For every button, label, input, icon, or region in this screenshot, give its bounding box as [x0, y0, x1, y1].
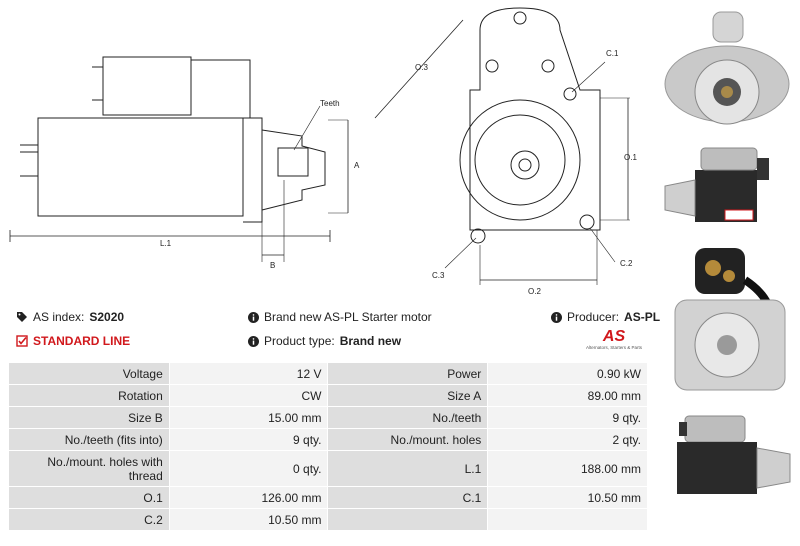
specs-table: [8, 362, 648, 531]
spec-value: 10.50 mm: [169, 509, 328, 531]
producer-label: Producer:: [567, 310, 620, 324]
product-photo-top: [655, 402, 800, 502]
front-view-drawing: [375, 8, 630, 285]
table-row: [9, 385, 648, 407]
as-pl-logo: [586, 329, 642, 351]
product-photo-side: [655, 140, 800, 232]
info-icon: [248, 336, 259, 347]
spec-value: 2 qty.: [488, 429, 648, 451]
brand-new-note: [248, 310, 432, 324]
product-type-value: Brand new: [339, 334, 402, 348]
spec-value: CW: [169, 385, 328, 407]
as-index: [16, 310, 124, 324]
table-row: [9, 407, 648, 429]
standard-line-label: STANDARD LINE: [33, 334, 131, 348]
teeth-label: Teeth: [320, 99, 340, 108]
table-row: [9, 487, 648, 509]
spec-label: No./mount. holes with thread: [9, 451, 170, 487]
dim-c2-label: C.2: [620, 259, 633, 268]
product-photo-front: [655, 4, 800, 132]
dim-c1-label: C.1: [606, 49, 619, 58]
spec-label: No./teeth (fits into): [9, 429, 170, 451]
technical-drawing: [0, 0, 650, 300]
info-icon: [248, 312, 259, 323]
producer-value: AS-PL: [624, 310, 661, 324]
spec-value: 9 qty.: [169, 429, 328, 451]
spec-value: 0 qty.: [169, 451, 328, 487]
product-type: [248, 334, 401, 348]
product-info: [0, 305, 661, 355]
as-index-label: AS index:: [33, 310, 85, 324]
spec-value: 126.00 mm: [169, 487, 328, 509]
spec-value: [488, 509, 648, 531]
product-photo-rear: [655, 240, 800, 400]
dim-l1-label: L.1: [160, 239, 172, 248]
product-photos: [655, 0, 800, 546]
table-row: [9, 509, 648, 531]
spec-label: Size A: [328, 385, 488, 407]
dim-o3-label: O.3: [415, 63, 428, 72]
dim-b-label: B: [270, 261, 276, 270]
info-icon: [551, 312, 562, 323]
spec-label: Size B: [9, 407, 170, 429]
dim-c3-label: C.3: [432, 271, 445, 280]
spec-label: O.1: [9, 487, 170, 509]
dim-a-label: A: [354, 161, 360, 170]
spec-label: Power: [328, 363, 488, 385]
spec-label: Voltage: [9, 363, 170, 385]
spec-label: C.1: [328, 487, 488, 509]
drawing-labels: [160, 49, 637, 296]
producer: [551, 310, 660, 324]
table-row: [9, 429, 648, 451]
logo-tagline: Alternators, Starters & Parts: [586, 345, 643, 350]
spec-value: 12 V: [169, 363, 328, 385]
spec-value: 188.00 mm: [488, 451, 648, 487]
spec-value: 15.00 mm: [169, 407, 328, 429]
logo-text: AS: [602, 328, 626, 345]
spec-value: 9 qty.: [488, 407, 648, 429]
spec-label: No./mount. holes: [328, 429, 488, 451]
spec-label: L.1: [328, 451, 488, 487]
product-type-label: Product type:: [264, 334, 335, 348]
table-row: [9, 451, 648, 487]
spec-value: 10.50 mm: [488, 487, 648, 509]
dim-o1-label: O.1: [624, 153, 637, 162]
brand-new-text: Brand new AS-PL Starter motor: [264, 310, 432, 324]
spec-label: No./teeth: [328, 407, 488, 429]
specs-body: [9, 363, 648, 531]
side-view-drawing: [10, 57, 348, 262]
checkbox-icon: [16, 335, 28, 347]
spec-value: 0.90 kW: [488, 363, 648, 385]
tag-icon: [16, 311, 28, 323]
dim-o2-label: O.2: [528, 287, 541, 296]
spec-label: C.2: [9, 509, 170, 531]
spec-label: [328, 509, 488, 531]
as-index-value: S2020: [89, 310, 125, 324]
spec-value: 89.00 mm: [488, 385, 648, 407]
standard-line: [16, 334, 130, 348]
table-row: [9, 363, 648, 385]
spec-label: Rotation: [9, 385, 170, 407]
